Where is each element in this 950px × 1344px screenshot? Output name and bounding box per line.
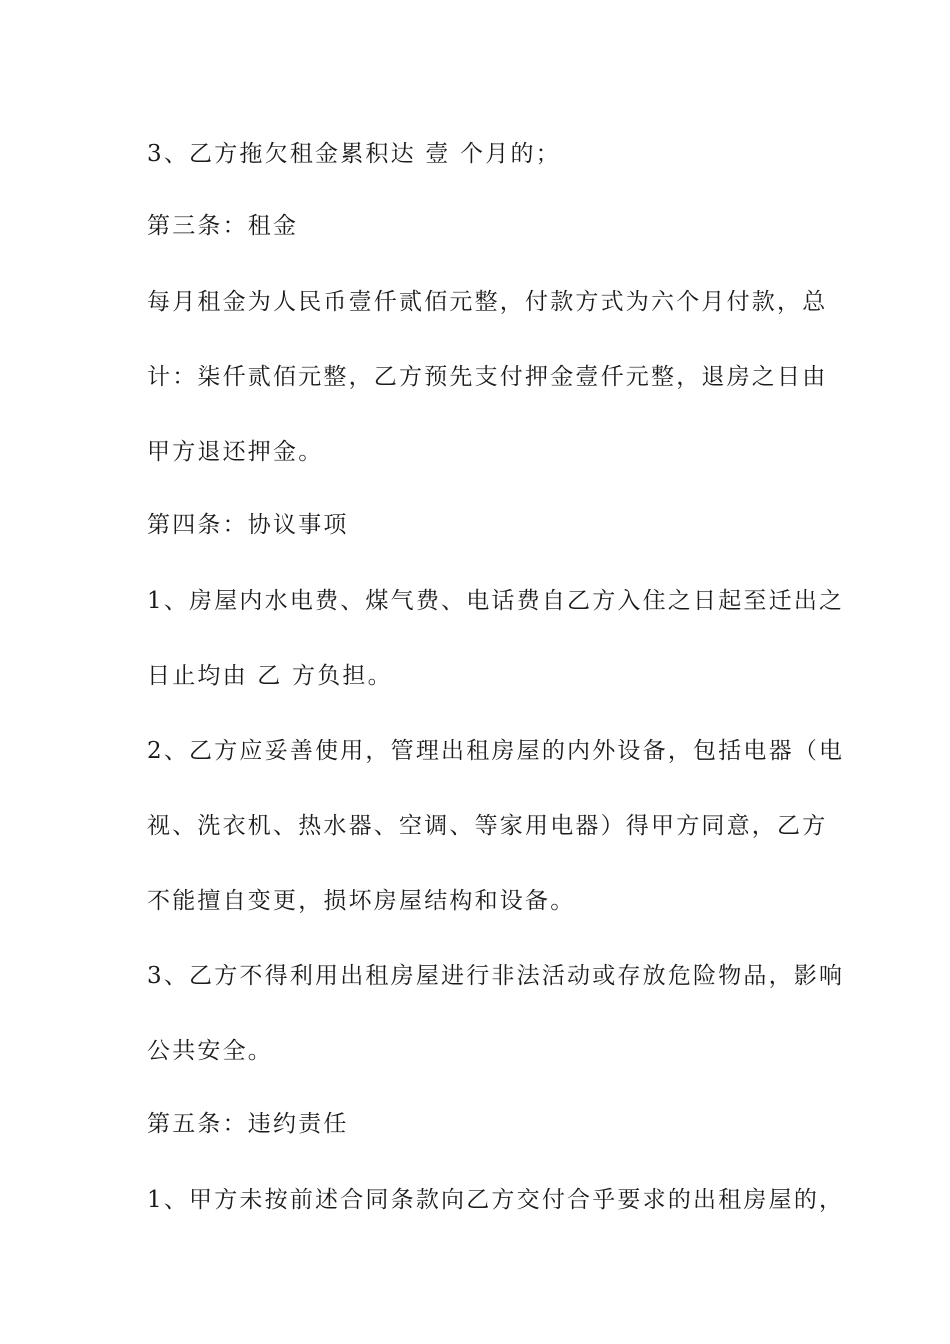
item-3-line-1: 3、乙方不得利用出租房屋进行非法活动或存放危险物品，影响 [147,963,845,989]
item-1-line-1: 1、房屋内水电费、煤气费、电话费自乙方入住之日起至迁出之 [147,588,845,614]
clause-3-line-1: 3、乙方拖欠租金累积达 壹 个月的； [147,141,561,167]
article-3-heading: 第三条：租金 [147,213,299,239]
article-5-heading: 第五条：违约责任 [147,1111,349,1137]
article-4-heading: 第四条：协议事项 [147,512,349,538]
item-2-line-3: 不能擅自变更，损坏房屋结构和设备。 [147,888,576,914]
rent-paragraph-line-2: 计：柒仟贰佰元整，乙方预先支付押金壹仟元整，退房之日由 [147,364,828,390]
item-2-line-1: 2、乙方应妥善使用，管理出租房屋的内外设备，包括电器（电 [147,738,845,764]
item-2-line-2: 视、洗衣机、热水器、空调、等家用电器）得甲方同意，乙方 [147,813,828,839]
item-3-line-2: 公共安全。 [147,1038,273,1064]
rent-paragraph-line-1: 每月租金为人民币壹仟贰佰元整，付款方式为六个月付款，总 [147,289,828,315]
breach-item-1-line-1: 1、甲方未按前述合同条款向乙方交付合乎要求的出租房屋的， [147,1187,845,1213]
rent-paragraph-line-3: 甲方退还押金。 [147,439,324,465]
item-1-line-2: 日止均由 乙 方负担。 [147,663,393,689]
